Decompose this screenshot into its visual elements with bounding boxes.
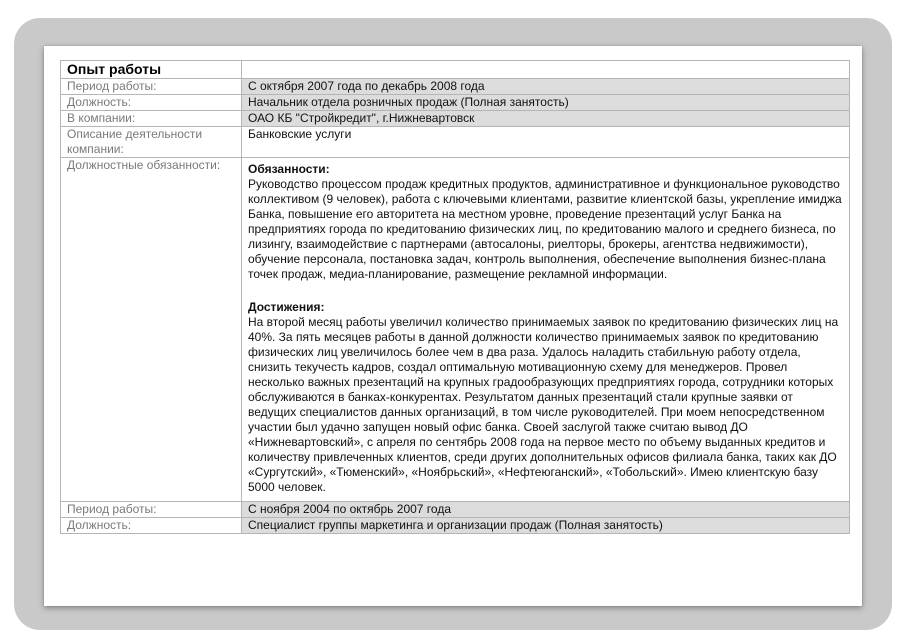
section-header-row — [61, 61, 850, 79]
achievements-heading: Достижения: — [248, 300, 325, 314]
period-value: С октября 2007 года по декабрь 2008 года — [242, 79, 850, 95]
duties-text: Руководство процессом продаж кредитных продуктов, административное и функциональное руководство коллективом (9 человек), работа с ключевыми клиентами, развитие клиентской базы, укрепление имиджа Банка, повышение его авторитета на местном уровне, проведение презентаций услуг Банка на предприятиях города по кредитованию физических лиц, по кредитованию малого и среднего бизнеса, по лизингу, взаимодействие с партнерами (автосалоны, риелторы, брокеры, агентства недвижимости), обучение персонала, постановка задач, контроль выполнения, обеспечение выполнения бизнес-плана точек продаж, медиа-планирование, размещение рекламной информации. — [248, 177, 842, 281]
resume-page — [44, 46, 862, 606]
paragraph-spacer — [248, 282, 843, 296]
activity-value: Банковские услуги — [242, 127, 850, 158]
duties-description — [242, 158, 850, 502]
position-label: Должность: — [61, 95, 242, 111]
job-2-position-row — [61, 518, 850, 534]
period-label: Период работы: — [61, 502, 242, 518]
period-label: Период работы: — [61, 79, 242, 95]
work-experience-table — [60, 60, 850, 534]
job-1-period-row — [61, 79, 850, 95]
duties-label: Должностные обязанности: — [61, 158, 242, 502]
company-label: В компании: — [61, 111, 242, 127]
company-value: ОАО КБ "Стройкредит", г.Нижневартовск — [242, 111, 850, 127]
section-title: Опыт работы — [61, 61, 242, 79]
section-header-empty-cell — [242, 61, 850, 79]
position-label: Должность: — [61, 518, 242, 534]
job-2-period-row — [61, 502, 850, 518]
job-1-duties-row — [61, 158, 850, 502]
activity-label: Описание деятельности компании: — [61, 127, 242, 158]
position-value: Начальник отдела розничных продаж (Полная занятость) — [242, 95, 850, 111]
job-1-company-row — [61, 111, 850, 127]
duties-heading: Обязанности: — [248, 162, 330, 176]
job-1-activity-row — [61, 127, 850, 158]
achievements-text: На второй месяц работы увеличил количество принимаемых заявок по кредитованию физических лиц на 40%. За пять месяцев работы в данной должности количество принимаемых заявок по кредитованию физических лиц увеличилось более чем в два раза. Удалось наладить стабильную работу отдела, снизить текучесть кадров, создал оптимальную мотивационную схему для менеджеров. Провел несколько важных презентаций на крупных градообразующих предприятиях города, сотрудники которых обслуживаются в банках-конкурентах. Результатом данных презентаций стали крупные заявки от ведущих специалистов данных организаций, в том числе руководителей. При моем непосредственном участии был удачно запущен новый офис банка. Своей заслугой также считаю вывод ДО «Нижневартовский», с апреля по сентябрь 2008 года на первое место по объему выданных кредитов и количеству привлеченных клиентов, среди других дополнительных офисов филиала банка, таких как ДО «Сургутский», «Тюменский», «Ноябрьский», «Нефтеюганский», «Тобольский». Имею клиентскую базу 5000 человек. — [248, 315, 839, 494]
period-value: С ноября 2004 по октябрь 2007 года — [242, 502, 850, 518]
position-value: Специалист группы маркетинга и организации продаж (Полная занятость) — [242, 518, 850, 534]
job-1-position-row — [61, 95, 850, 111]
